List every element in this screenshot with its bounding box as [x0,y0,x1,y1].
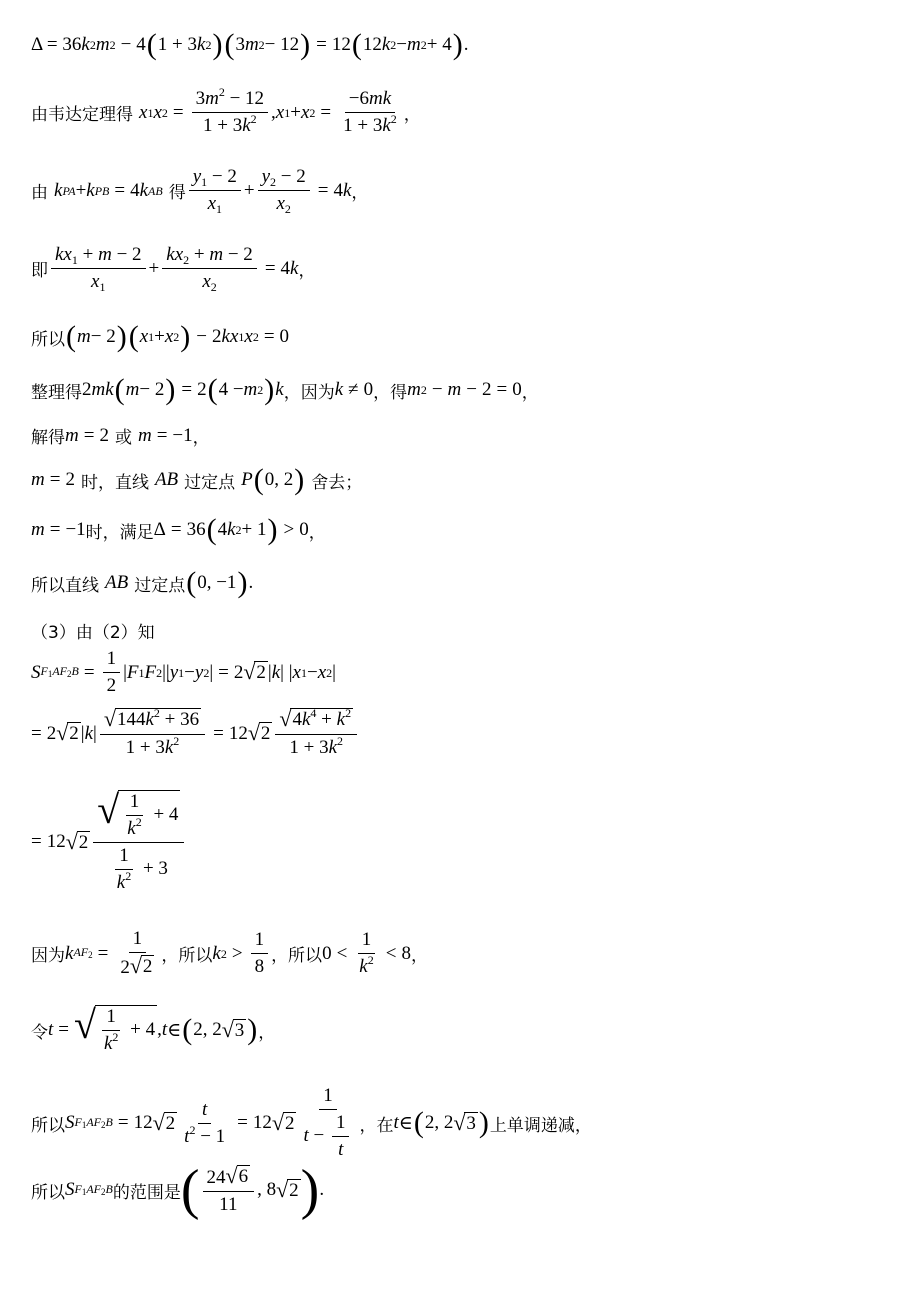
text-guodingdian-2: 过定点 [134,575,186,596]
eq-substitution-t: 令 t = √ $\frac{1}{k^2}$ + 4 , t ∈ ( 2, 2 √ 3 ) ， [31,1002,276,1054]
eq-simplified: 所以 ( m − 2 ) ( x 1 + x 2 ) − 2 kx 1 x 2 = 0 [31,320,290,353]
case-m-2: m = 2 时，直线 AB 过定点 P ( 0, 2 ) 舍去； [31,463,363,496]
text-shi-manzu: 时，满足 [85,522,154,543]
eq-area-1: S $F_1AF_2B$ = $\frac{1}{2}$ | F 1 F 2 || y 1 − y 2 | = 2 √ 2 | k | | x 1 − x 2 | [31,648,336,696]
case-m-neg1: m = −1 时，满足 Δ = 36 ( 4 k 2 + 1 ) > 0 ， [31,513,326,546]
text-shi-line: 时，直线 [80,472,149,493]
text-zhengli: 整理得 [31,382,82,403]
text-suoyi-comma-1: ，所以 [161,946,213,966]
eq-final-range: 所以 S $F_1AF_2B$ 的范围是 ( 24 √ 6 11 , 8 √ 2 ) . [31,1159,325,1221]
text-weida: 由韦达定理得 [31,105,133,125]
text-de: 得 [168,183,186,203]
text-jiede: 解得 [31,428,65,448]
eq-slope-condition: 由 k PA + k PB = 4 k AB 得 $\frac{y_1 - 2}{x_1}$ + $\frac{y_2 - 2}{x_2}$ = 4 k ， [31,166,369,216]
text-zai: ，在 [359,1115,394,1136]
text-guodingdian-1: 过定点 [184,472,236,493]
text-shequ: 舍去； [311,472,363,493]
eq-solutions: 解得 m = 2 或 m = −1 ， [31,424,210,448]
eq-delta: Δ = 36 k 2 m 2 − 4 ( 1 + 3 k 2 ) ( 3 m 2 − 12 ) = 12 ( 12 k 2 − m 2 + 4 ) . [31,28,469,61]
eq-arranged: 整理得 2 mk ( m − 2 ) = 2 ( 4 − m 2 ) k ，因为 k ≠ 0 ，得 m 2 − m − 2 = 0 ， [31,373,539,406]
text-suoyi-3: 所以 [31,1182,65,1203]
eq-substituted: 即 $\frac{kx_1 + m - 2}{x_1}$ + $\frac{kx_2 + m - 2}{x_2}$ = 4 k ， [31,244,316,294]
part3-heading [31,618,155,643]
text-ji: 即 [31,261,48,281]
eq-vieta: 由韦达定理得 x 1 x 2 = $\frac{3m^2 - 12}{1 + 3k^2}$ , x 1 + x 2 = $\frac{-6mk}{1 + 3k^2}$ ， [31,85,421,136]
text-suoyi-zhixian: 所以直线 [31,575,99,596]
text-ling: 令 [31,1022,48,1043]
eq-area-2: = 2 √ 2 | k | √ $144k^2 + 36$ $1 + 3k^2$ = 12 √ 2 √ $4k^4 + k^2$ $1 + 3k^2$ [31,708,360,759]
text-suoyi-1: 所以 [31,329,65,350]
text-suoyi-2: 所以 [31,1115,65,1136]
text-dandiao: 上单调递减， [489,1115,592,1136]
conclusion-fixed-point: 所以直线 AB 过定点 ( 0, −1 ) . [31,566,254,599]
text-de2: ，得 [373,382,408,403]
eq-area-3: = 12 √ 2 √ $\frac{1}{k^2}$ + 4 $\frac{1}{k^2}$ + 3 [31,790,187,894]
eq-area-in-t: 所以 S $F_1AF_2B$ = 12 √ 2 $\frac{t}{t^2 - 1}$ = 12 √ 2 1 t − $\frac{1}{t}$ ，在 t ∈ ( 2, 2 √ 3 ) 上单调递减， [31,1085,592,1160]
text-yinwei2: 因为 [31,946,65,966]
text-suoyi-comma-2: ，所以 [271,946,323,966]
text-part3: （3）由（2）知 [31,623,155,643]
text-fanwei: 的范围是 [112,1182,181,1203]
eq-k-range: 因为 k $AF_2$ = 1 2 √ 2 ，所以 k 2 > $\frac{1}{8}$ ，所以 0 < $\frac{1}{k^2}$ < 8 ， [31,928,428,978]
text-huo: 或 [114,428,132,448]
text-you: 由 [31,183,48,203]
text-yinwei: ，因为 [283,382,335,403]
